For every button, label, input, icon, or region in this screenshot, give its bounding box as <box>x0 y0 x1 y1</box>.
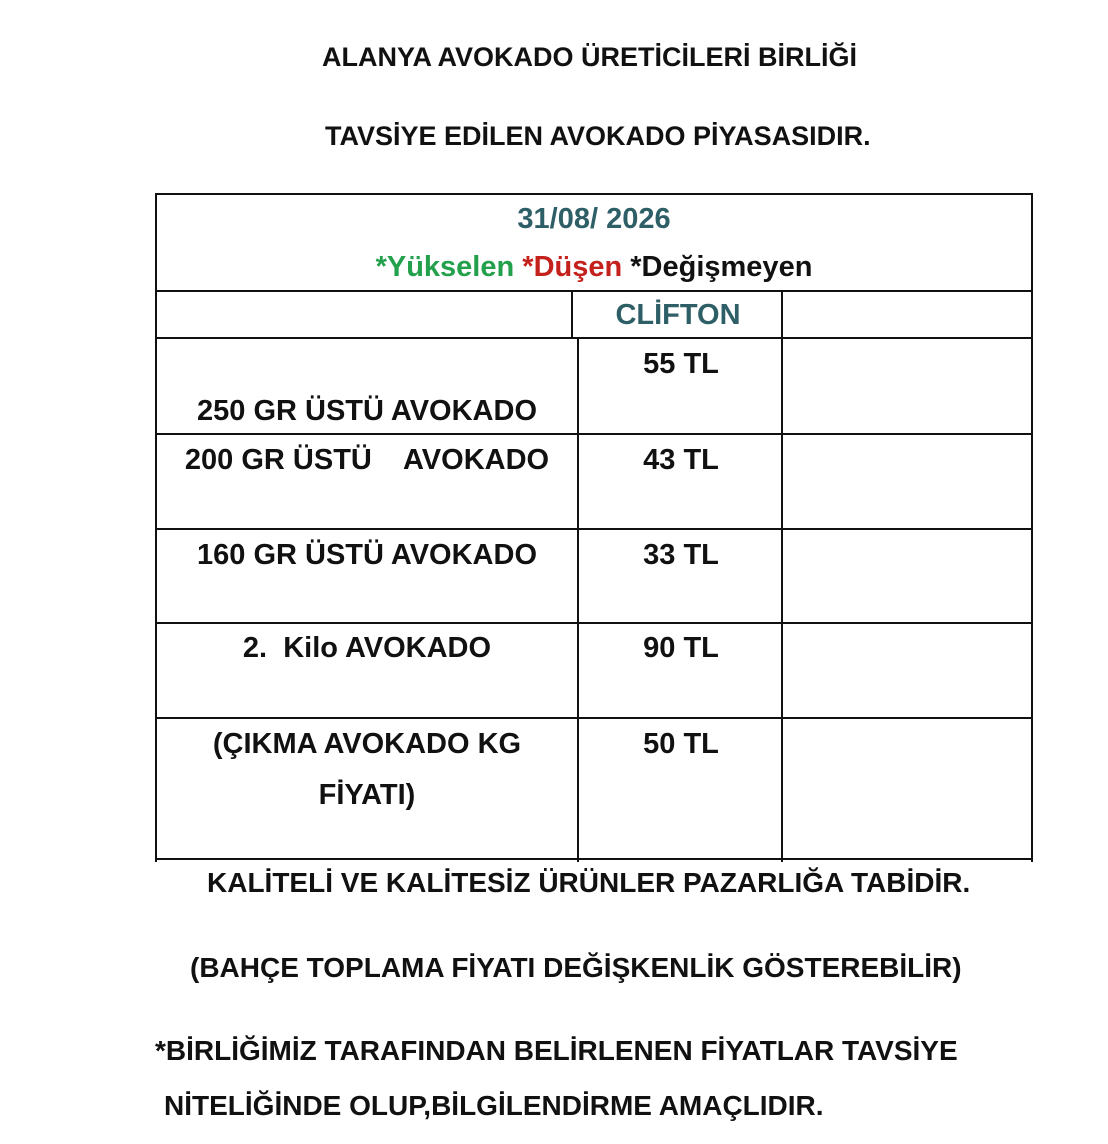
row-desc-line2: FİYATI) <box>318 779 416 811</box>
legend-same: *Değişmeyen <box>630 251 813 283</box>
table-header-box <box>155 193 1033 292</box>
legend-down: *Düşen <box>522 251 623 283</box>
footer-note-1: KALİTELİ VE KALİTESİZ ÜRÜNLER PAZARLIĞA TABİDİR. <box>207 867 971 898</box>
footer-note-3: *BİRLİĞİMİZ TARAFINDAN BELİRLENEN FİYATLAR TAVSİYE <box>155 1035 958 1066</box>
page-title: ALANYA AVOKADO ÜRETİCİLERİ BİRLİĞİ <box>322 42 858 72</box>
row-desc: 250 GR ÜSTÜ AVOKADO <box>197 395 537 427</box>
row-price: 55 TL <box>643 348 719 380</box>
price-date: 31/08/ 2026 <box>517 203 671 235</box>
row-price: 50 TL <box>643 728 719 760</box>
row-desc: 200 GR ÜSTÜ AVOKADO <box>184 444 550 476</box>
footer-note-2: (BAHÇE TOPLAMA FİYATI DEĞİŞKENLİK GÖSTEREBİLİR) <box>190 952 962 983</box>
footer-note-4: NİTELİĞİNDE OLUP,BİLGİLENDİRME AMAÇLIDIR. <box>164 1090 824 1121</box>
row-price: 43 TL <box>643 444 719 476</box>
row-desc: 160 GR ÜSTÜ AVOKADO <box>197 539 537 571</box>
row-desc: 2. Kilo AVOKADO <box>242 632 492 664</box>
page-subtitle: TAVSİYE EDİLEN AVOKADO PİYASASIDIR. <box>325 121 871 151</box>
row-price: 33 TL <box>643 539 719 571</box>
legend-up: *Yükselen <box>375 251 515 283</box>
row-desc-line1: (ÇIKMA AVOKADO KG <box>212 728 522 760</box>
row-price: 90 TL <box>643 632 719 664</box>
legend <box>157 251 1031 284</box>
column-header-clifton: CLİFTON <box>615 299 741 331</box>
